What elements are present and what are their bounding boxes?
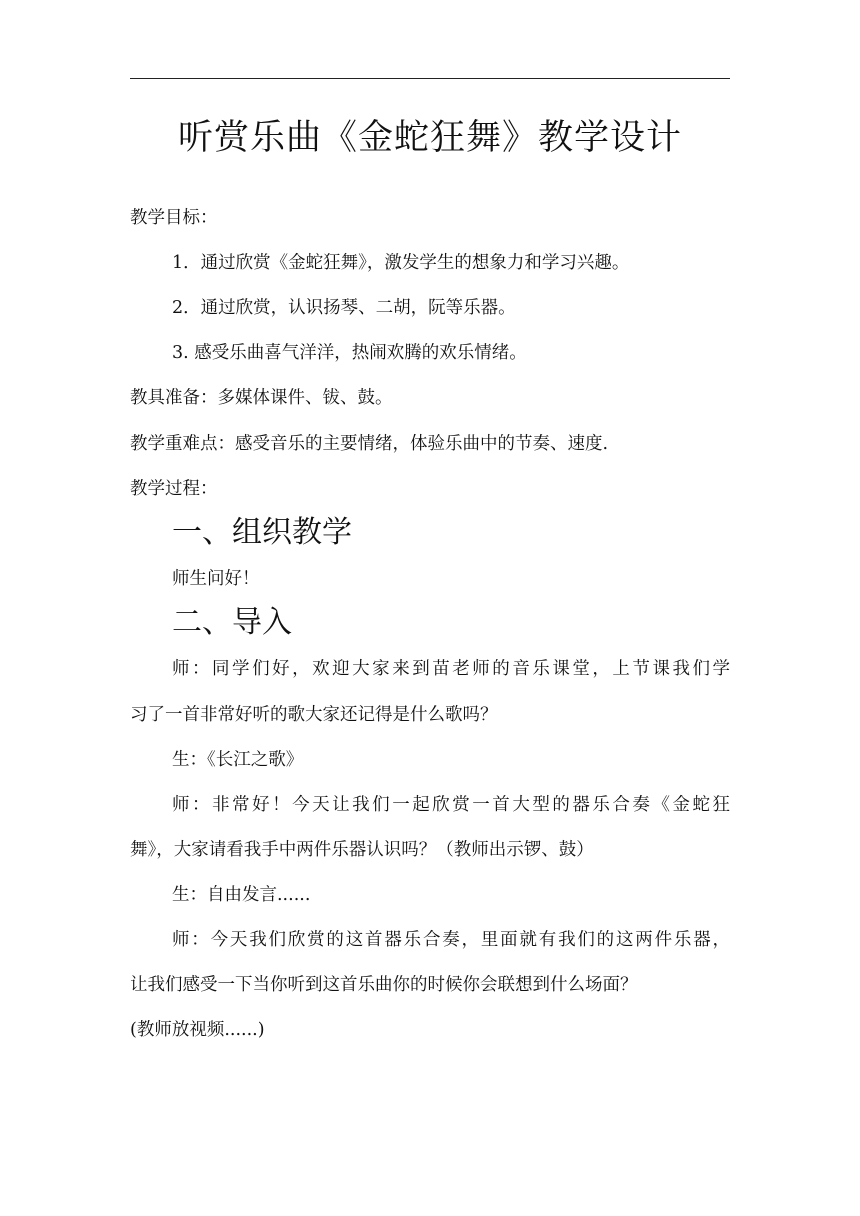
paragraph-line: (教师放视频......)	[130, 1020, 265, 1040]
paragraph-line: 生：《长江之歌》	[172, 750, 304, 770]
process-label: 教学过程：	[130, 479, 218, 499]
header-rule	[130, 78, 730, 79]
key-points-line: 教学重难点：感受音乐的主要情绪，体验乐曲中的节奏、速度.	[130, 434, 609, 454]
paragraph-line: 舞》，大家请看我手中两件乐器认识吗？（教师出示锣、鼓）	[130, 840, 594, 860]
document-title: 听赏乐曲《金蛇狂舞》教学设计	[177, 118, 682, 158]
tools-line: 教具准备：多媒体课件、钹、鼓。	[130, 388, 393, 408]
goals-label: 教学目标：	[130, 208, 218, 228]
section-heading-2: 二、导入	[172, 605, 292, 640]
paragraph-line: 习了一首非常好听的歌大家还记得是什么歌吗？	[130, 705, 498, 725]
paragraph-line: 让我们感受一下当你听到这首乐曲你的时候你会联想到什么场面？	[130, 975, 638, 995]
goal-item-3: 3. 感受乐曲喜气洋洋，热闹欢腾的欢乐情绪。	[172, 343, 527, 363]
paragraph-line: 师：今天我们欣赏的这首器乐合奏，里面就有我们的这两件乐器，	[172, 930, 730, 950]
paragraph-line: 师：同学们好，欢迎大家来到苗老师的音乐课堂，上节课我们学	[172, 659, 730, 679]
section1-text: 师生问好！	[172, 569, 260, 589]
paragraph-line: 师：非常好！今天让我们一起欣赏一首大型的器乐合奏《金蛇狂	[172, 795, 730, 815]
section-heading-1: 一、组织教学	[172, 515, 352, 550]
goal-item-2: 2．通过欣赏，认识扬琴、二胡，阮等乐器。	[172, 298, 516, 318]
paragraph-line: 生：自由发言......	[172, 885, 311, 905]
goal-item-1: 1．通过欣赏《金蛇狂舞》，激发学生的想象力和学习兴趣。	[172, 253, 630, 273]
